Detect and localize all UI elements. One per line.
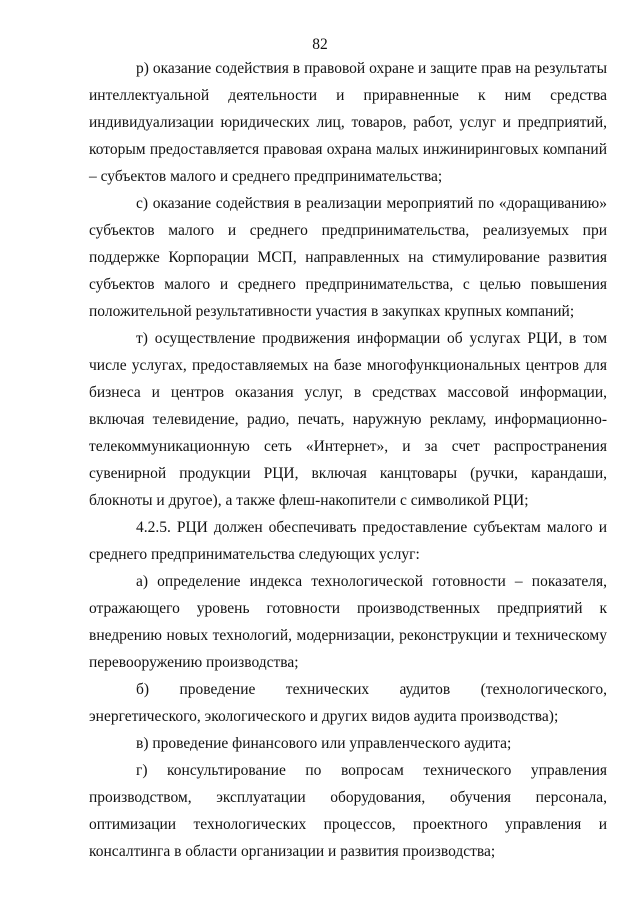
paragraph-4-2-5: 4.2.5. РЦИ должен обеспечивать предоставление субъектам малого и среднего предпринимательства следующих услуг: <box>89 519 607 563</box>
paragraph-v: в) проведение финансового или управленческого аудита; <box>136 735 512 752</box>
paragraph-g: г) консультирование по вопросам технического управления производством, эксплуатации оборудования, обучения персонала, оптимизации технологических процессов, проектного управления и консалтинга в области организации и развития производства; <box>89 762 607 860</box>
paragraph-r: р) оказание содействия в правовой охране и защите прав на результаты интеллектуальной деятельности и приравненные к ним средства индивидуализации юридических лиц, товаров, работ, услуг и предприятий, которым предоставляется правовая охрана малых инжиниринговых компаний – субъектов малого и среднего предпринимательства; <box>89 60 607 185</box>
paragraph-b: б) проведение технических аудитов (технологического, энергетического, экологического и других видов аудита производства); <box>89 681 607 725</box>
document-body <box>89 55 607 865</box>
paragraph-a: а) определение индекса технологической готовности – показателя, отражающего уровень готовности производственных предприятий к внедрению новых технологий, модернизации, реконструкции и техническому перевооружению производства; <box>89 573 607 671</box>
paragraph-t: т) осуществление продвижения информации об услугах РЦИ, в том числе услугах, предоставляемых на базе многофункциональных центров для бизнеса и центров оказания услуг, в средствах массовой информации, включая телевидение, радио, печать, наружную рекламу, информационно-телекоммуникационную сеть «Интернет», и за счет распространения сувенирной продукции РЦИ, включая канцтовары (ручки, карандаши, блокноты и другое), а также флеш-накопители с символикой РЦИ; <box>89 330 607 509</box>
page-number: 82 <box>312 36 328 53</box>
paragraph-s: с) оказание содействия в реализации мероприятий по «доращиванию» субъектов малого и среднего предпринимательства, реализуемых при поддержке Корпорации МСП, направленных на стимулирование развития субъектов малого и среднего предпринимательства, с целью повышения положительной результативности участия в закупках крупных компаний; <box>89 195 607 320</box>
